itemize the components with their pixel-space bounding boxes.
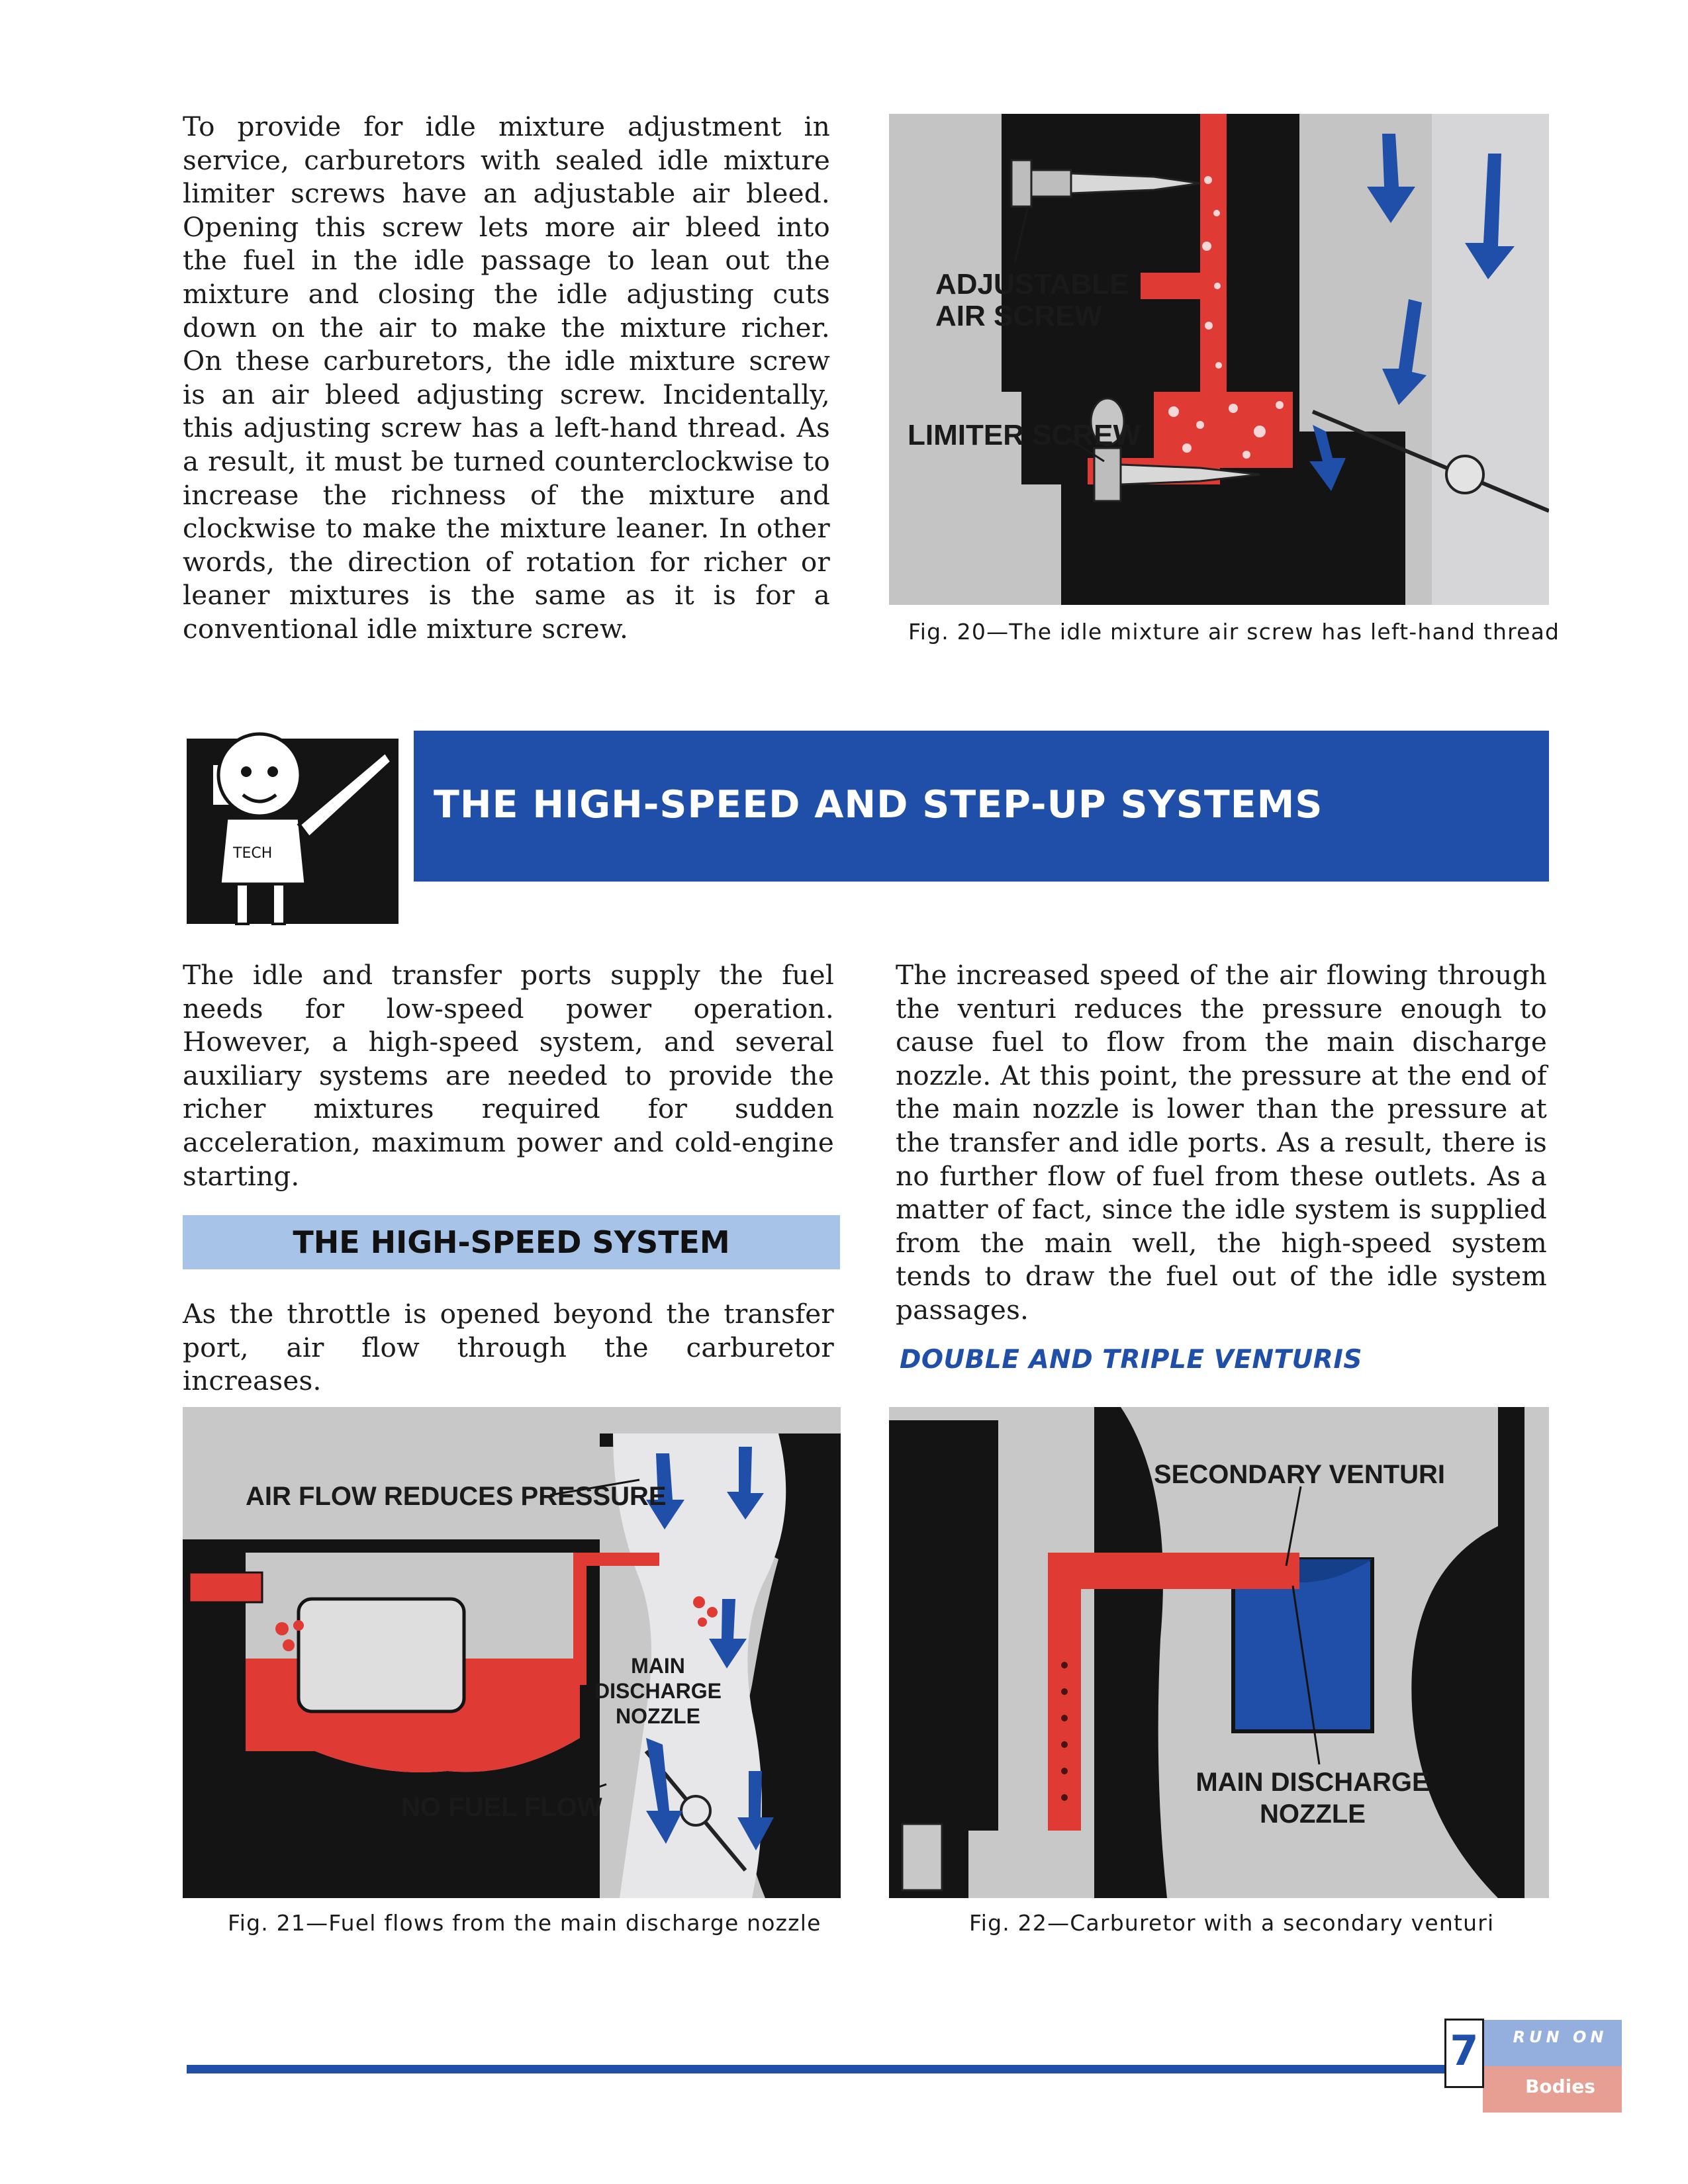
mascot-illustration	[187, 725, 405, 937]
fig22-label-main-2: NOZZLE	[1260, 1799, 1366, 1829]
figure-21-caption: Fig. 21—Fuel flows from the main discharge nozzle	[228, 1910, 821, 1936]
fig20-label-air-screw: AIR SCREW	[935, 300, 1102, 332]
figure-22-caption: Fig. 22—Carburetor with a secondary venturi	[969, 1910, 1495, 1936]
fig21-label-main-3: NOZZLE	[616, 1704, 700, 1728]
figure-20-caption: Fig. 20—The idle mixture air screw has left-hand thread	[908, 619, 1560, 645]
venturi-heading: DOUBLE AND TRIPLE VENTURIS	[900, 1345, 1362, 1375]
page-number: 7	[1450, 2026, 1479, 2075]
intro-paragraph: To provide for idle mixture adjustment in service, carburetors with sealed idle mixture limiter screws have an adjustable air bleed. Opening this screw lets more air bleed into the fuel in the idle passage to lean out the mixture and closing the idle adjusting cuts down on the air to make the mixture richer. On these carburetors, the idle mixture screw is an air bleed adjusting screw. Incidentally, this adjusting screw has a left-hand thread. As a result, it must be turned counterclockwise to increase the richness of the mixture and clockwise to make the mixture leaner. In other words, the direction of rotation for richer or leaner mixtures is the same as it is for a conventional idle mixture screw.	[183, 111, 830, 645]
figure-20-diagram	[889, 114, 1549, 605]
figure-22-illustration	[889, 1407, 1549, 1898]
fig20-label-adjustable: ADJUSTABLE	[935, 268, 1129, 300]
figure-22-diagram	[889, 1407, 1549, 1898]
right-paragraph: The increased speed of the air flowing through the venturi reduces the pressure enough to cause fuel to flow from the main discharge nozzle. At this point, the pressure at the end of the main nozzle is lower than the pressure at the transfer and idle ports. As a result, there is no further flow of fuel from these outlets. As a matter of fact, since the idle system is supplied from the main well, the high-speed system tends to draw the fuel out of the idle system passages.	[896, 959, 1547, 1326]
fig21-label-main-1: MAIN	[631, 1654, 685, 1678]
fig22-label-secondary: SECONDARY VENTURI	[1153, 1460, 1446, 1489]
footer-rule	[187, 2065, 1448, 2073]
left-paragraph-2: As the throttle is opened beyond the transfer port, air flow through the carburetor increases.	[183, 1298, 834, 1397]
fig21-label-air-flow: AIR FLOW REDUCES PRESSURE	[246, 1482, 667, 1511]
fig20-label-limiter-screw: LIMITER SCREW	[908, 419, 1141, 451]
left-paragraph: The idle and transfer ports supply the fuel needs for low-speed power operation. However, a high-speed system, and several auxiliary systems are needed to provide the richer mixtures required for sudden acceleration, maximum power and cold-engine starting.	[183, 959, 834, 1192]
figure-21-diagram	[183, 1407, 841, 1898]
figure-20-illustration	[889, 114, 1549, 605]
watermark-top-text: RUN ON	[1513, 2028, 1608, 2046]
fig22-label-main-1: MAIN DISCHARGE	[1196, 1768, 1430, 1797]
subheading: THE HIGH-SPEED SYSTEM	[293, 1224, 730, 1260]
fig21-label-main-2: DISCHARGE	[594, 1679, 722, 1703]
figure-21-illustration	[183, 1407, 841, 1898]
section-banner-title: THE HIGH-SPEED AND STEP-UP SYSTEMS	[434, 783, 1323, 827]
watermark-bottom-text: Bodies	[1525, 2075, 1595, 2097]
fig21-label-no-fuel: NO FUEL FLOW	[401, 1793, 602, 1822]
mascot-badge-text: TECH	[233, 845, 273, 862]
